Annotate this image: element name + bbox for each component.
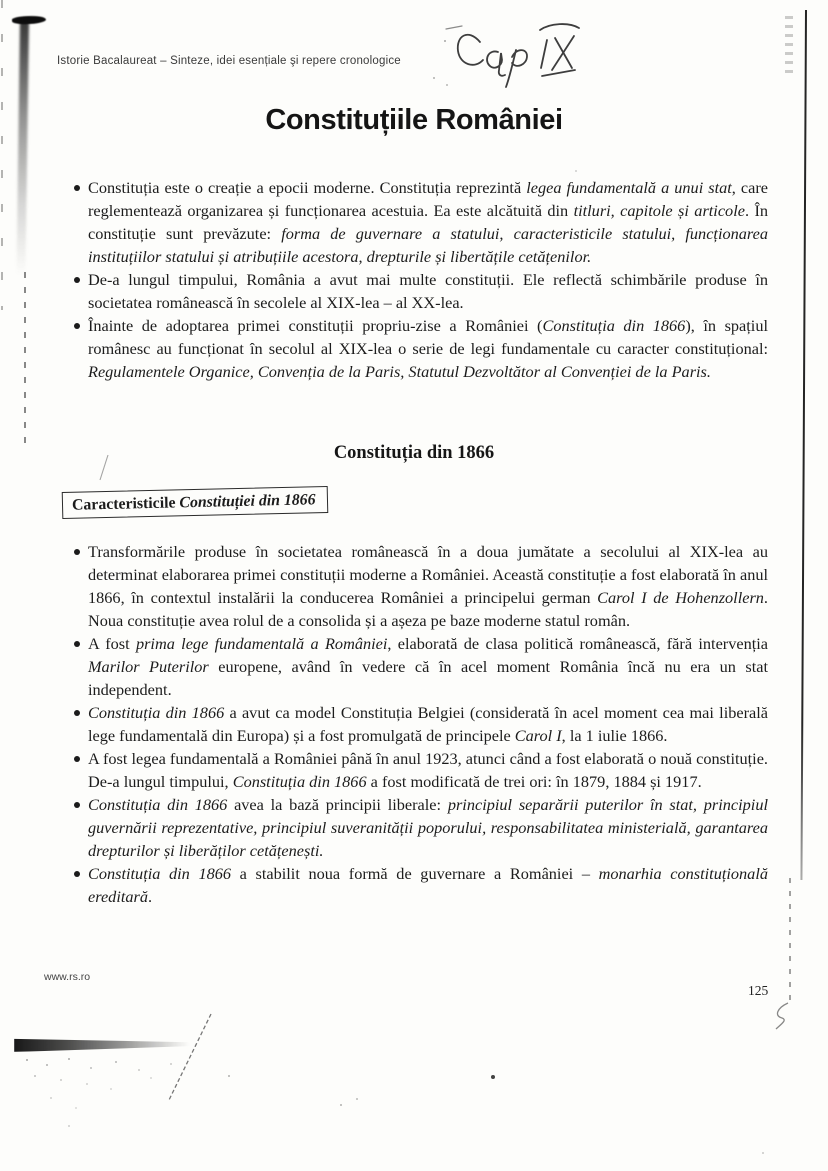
text-segment: Constituția din 1866 bbox=[88, 703, 225, 722]
text-segment: Constituția din 1866 bbox=[232, 772, 367, 791]
pencil-line-mark bbox=[165, 1012, 215, 1104]
running-header: Istorie Bacalaureat – Sinteze, idei esențiale şi repere cronologice bbox=[57, 55, 401, 67]
text-segment: A fost legea fundamentală a României până în anul 1923, atunci când a fost elaborată o nouă constituție. De-a lungul timpului, bbox=[88, 749, 768, 791]
text-segment: . Noua constituție avea rolul de a consolida și a așeza pe baze moderne statul român. bbox=[88, 588, 768, 630]
text-segment: forma de guvernare a statului, caracteristicile statului, funcționarea instituțiilor statului și atribuțiile acestora, drepturile și libertățile cetățenilor. bbox=[88, 224, 768, 266]
text-segment: , la 1 iulie 1866. bbox=[561, 726, 668, 745]
boxed-subheading-normal: Caracteristicile bbox=[71, 494, 180, 514]
text-segment: Constituția este o creație a epocii moderne. Constituția reprezintă bbox=[88, 178, 527, 197]
text-segment: Marilor Puterilor bbox=[88, 657, 209, 676]
bullet-item bbox=[74, 540, 768, 632]
bullet-item bbox=[74, 747, 768, 793]
text-segment: Carol I bbox=[514, 726, 562, 745]
text-segment: monarhia constituțională ereditară bbox=[88, 864, 768, 906]
characteristics-bullet-list bbox=[74, 540, 768, 908]
squiggle-mark bbox=[772, 1000, 794, 1032]
text-segment: . În constituție sunt prevăzute: bbox=[88, 201, 769, 243]
bullet-item bbox=[74, 314, 768, 383]
text-segment: a stabilit noua formă de guvernare a României – bbox=[231, 864, 599, 883]
left-edge-artifact bbox=[1, 0, 3, 310]
text-segment: ), în spațiul românesc au funcționat în secolul al XIX-lea o serie de legi fundamentale cu caracter constituțional: bbox=[88, 316, 768, 358]
right-top-scan-marks bbox=[785, 16, 793, 78]
text-segment: titluri, capitole și articole bbox=[573, 201, 745, 220]
intro-bullet-list bbox=[74, 176, 768, 383]
text-segment: a avut ca model Constituția Belgiei (considerată în acel moment cea mai liberală lege fundamentală din Europa) și a fost promulgată de principele bbox=[88, 703, 768, 745]
text-segment: De-a lungul timpului, România a avut mai multe constituții. Ele reflectă schimbările produse în societatea românească în secolele al XIX-lea – al XX-lea. bbox=[88, 270, 768, 312]
page-noise-dots bbox=[0, 0, 2, 2]
page-title: Constituțiile României bbox=[265, 104, 563, 136]
bullet-item bbox=[74, 176, 768, 268]
footer-website: www.rs.ro bbox=[44, 971, 91, 983]
text-segment: Constituția din 1866 bbox=[88, 795, 228, 814]
bullet-item bbox=[74, 632, 768, 701]
text-segment: , care reglementează organizarea și funcționarea acestuia. Ea este alcătuită din bbox=[88, 178, 768, 220]
text-segment: Înainte de adoptarea primei constituții propriu-zise a României ( bbox=[88, 316, 543, 335]
bullet-item bbox=[74, 862, 768, 908]
speckle-noise bbox=[20, 1055, 22, 1057]
text-segment: , elaborată de clasa politică românească, fără intervenția bbox=[387, 634, 769, 653]
bottom-left-scan-smudge bbox=[14, 1038, 190, 1052]
binding-shadow-dashes bbox=[24, 272, 26, 447]
page-number: 125 bbox=[748, 983, 769, 998]
bullet-item bbox=[74, 701, 768, 747]
text-segment: A fost bbox=[88, 634, 136, 653]
text-segment: principiul separării puterilor în stat, principiul guvernării reprezentative, principiul suveranității poporului, responsabilitatea ministerială, garantarea drepturilor și liberăților cetățenești. bbox=[88, 795, 768, 860]
text-segment: legea fundamentală a unui stat bbox=[526, 178, 732, 197]
text-segment: avea la bază principii liberale: bbox=[227, 795, 448, 814]
right-mid-scan-marks bbox=[789, 878, 791, 1006]
text-segment: Transformările produse în societatea românească în a doua jumătate a secolului al XIX-lea au determinat elaborarea primei constituții moderne a României. Această constituție a fost elaborată în anul 1866, în contextul instalării la conducerea României a principelui german bbox=[88, 542, 768, 607]
boxed-subheading-italic: Constituției din 1866 bbox=[179, 491, 316, 512]
text-segment: a fost modificată de trei ori: în 1879, 1884 și 1917. bbox=[366, 772, 702, 791]
text-segment: europene, având în vedere că în acel moment România încă nu era un stat independent. bbox=[88, 657, 768, 699]
handwritten-cap-ix-note bbox=[452, 24, 587, 98]
section-heading: Constituția din 1866 bbox=[333, 443, 495, 463]
text-segment: Carol I de Hohenzollern bbox=[597, 588, 764, 607]
boxed-subheading bbox=[62, 486, 328, 519]
text-segment: Constituția din 1866 bbox=[88, 864, 232, 883]
bullet-item bbox=[74, 793, 768, 862]
binding-shadow-smudge bbox=[16, 20, 29, 275]
text-segment: Constituția din 1866 bbox=[542, 316, 686, 335]
bullet-item bbox=[74, 268, 768, 314]
binding-shadow-top bbox=[12, 15, 46, 25]
text-segment: Regulamentele Organice, Convenția de la Paris, Statutul Dezvoltător al Convenției de la Paris. bbox=[88, 362, 711, 381]
text-segment: . bbox=[148, 887, 153, 906]
text-segment: prima lege fundamentală a României bbox=[135, 634, 388, 653]
